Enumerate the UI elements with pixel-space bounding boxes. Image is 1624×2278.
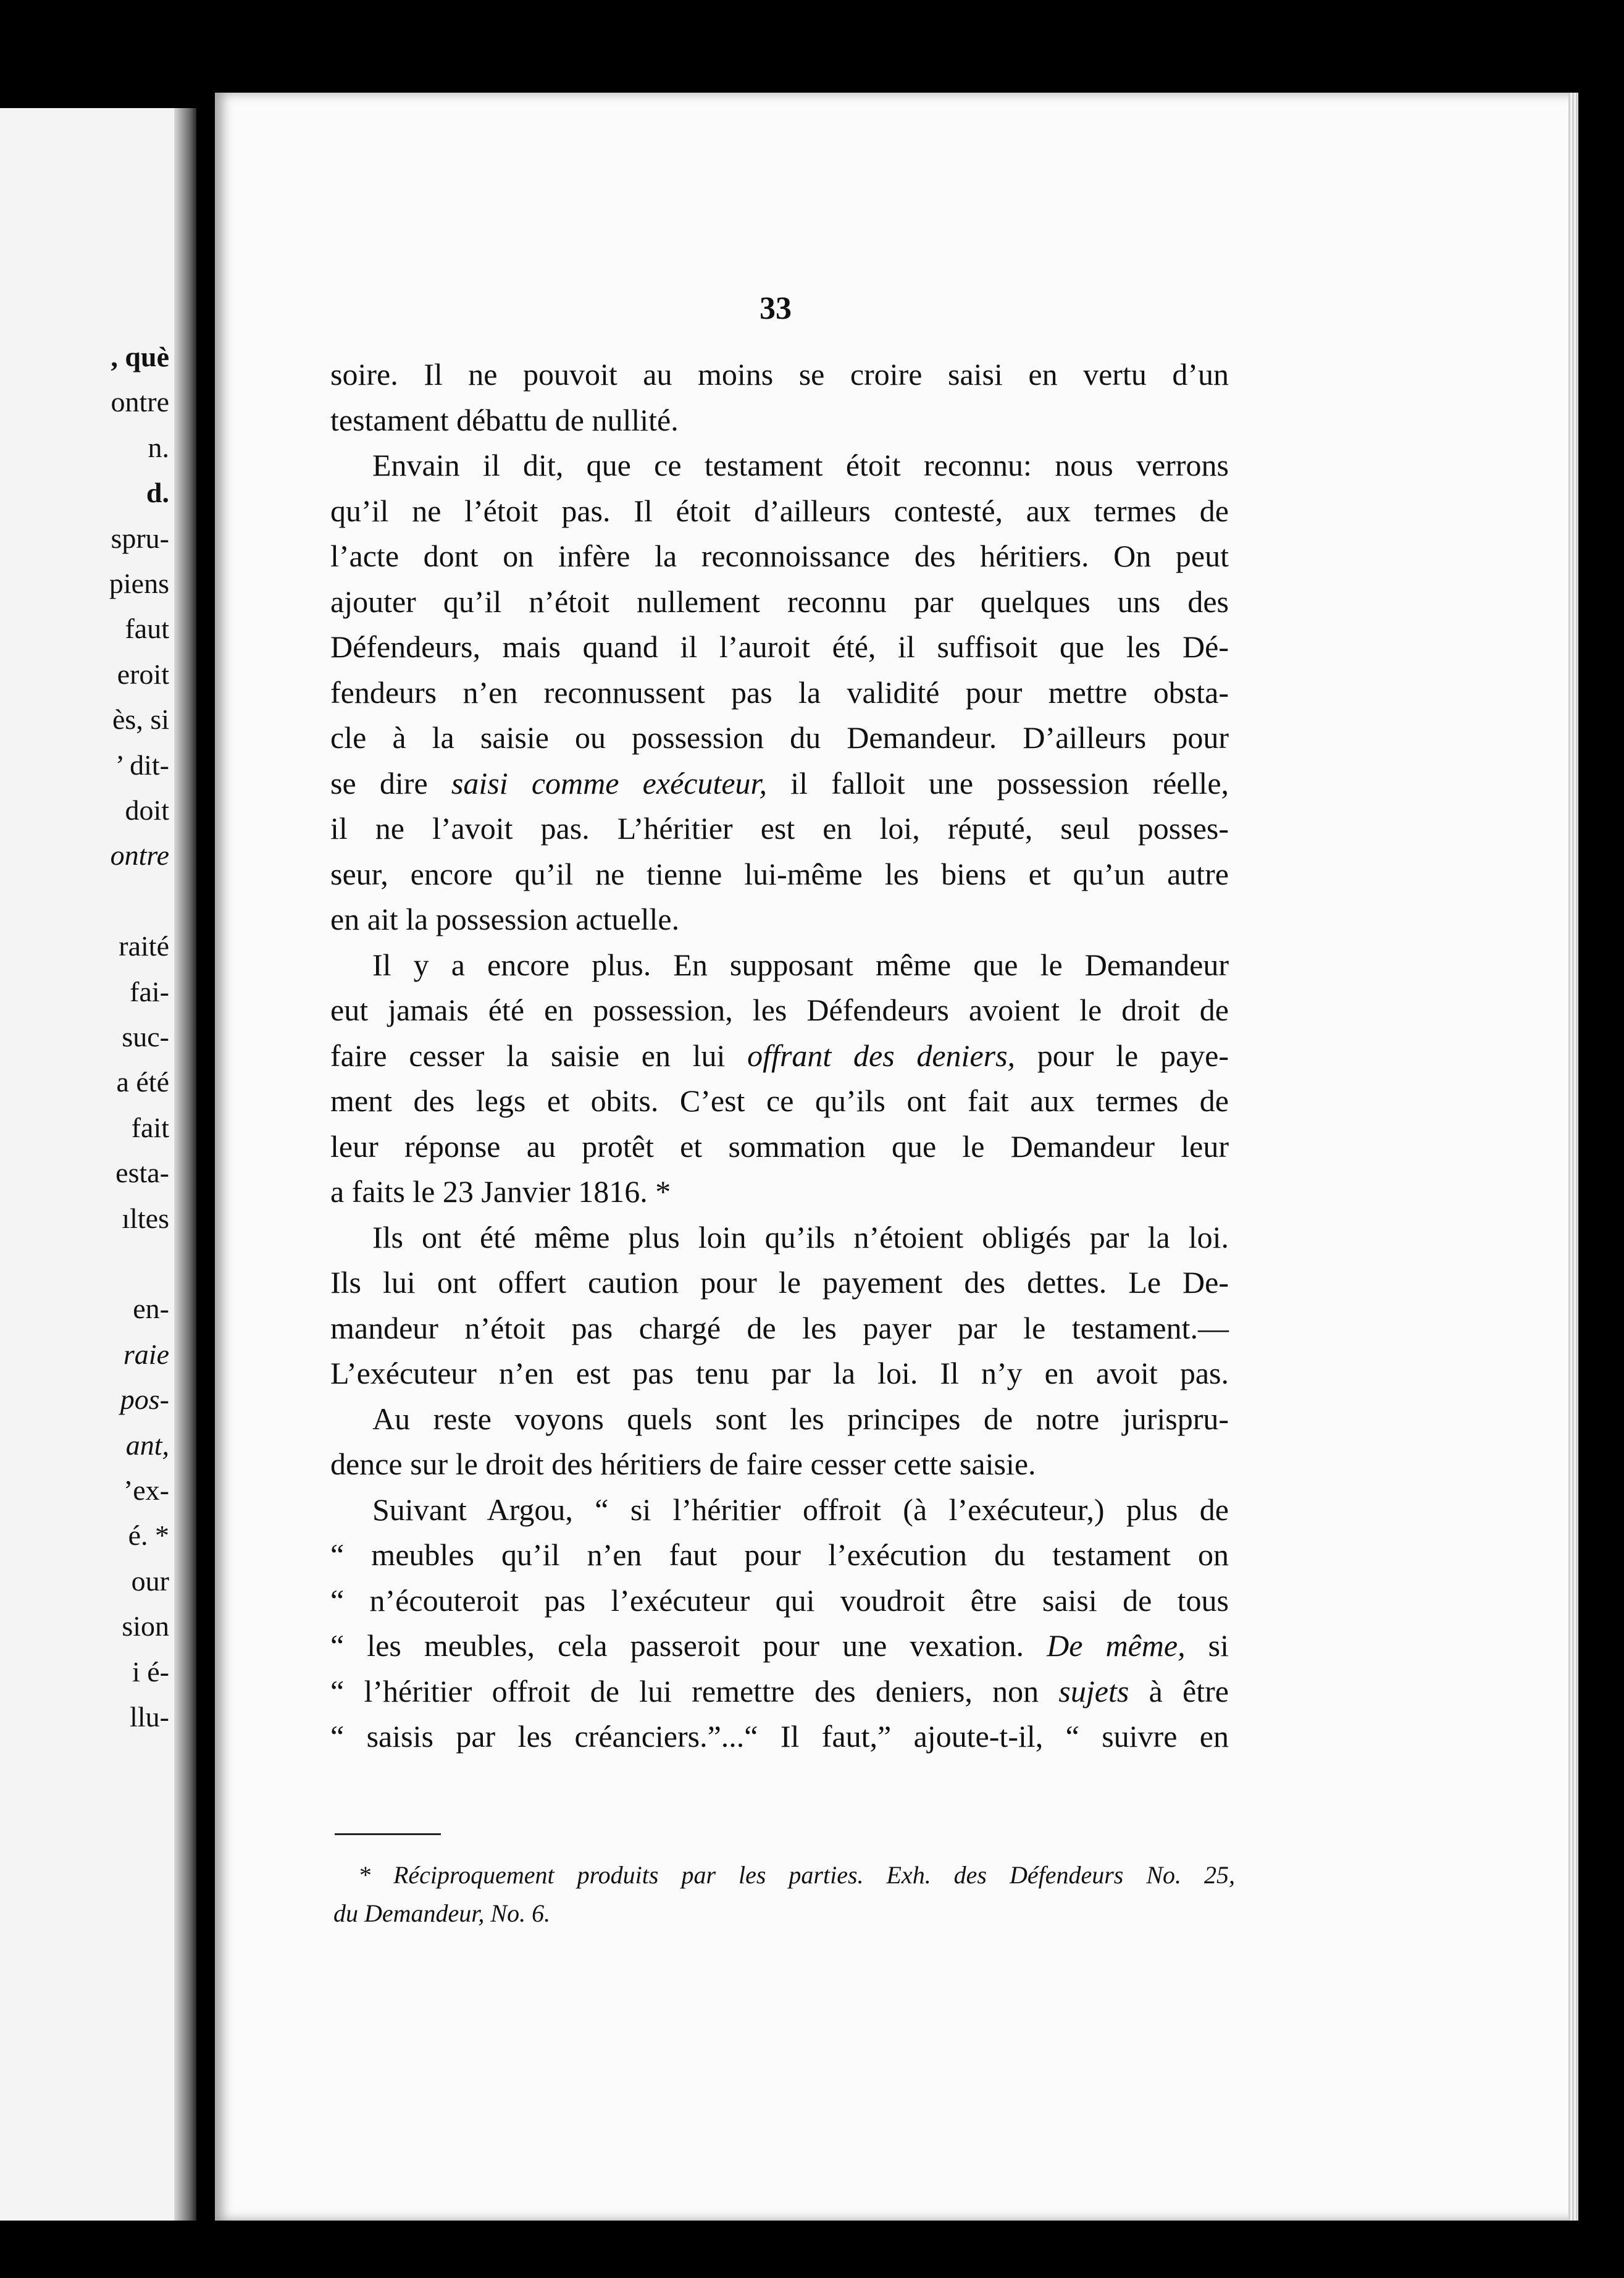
left-page-line: eroit (117, 658, 169, 690)
text-line: il ne l’avoit pas. L’héritier est en loi, réputé, seul posses- (330, 811, 1229, 846)
text-line: L’exécuteur n’en est pas tenu par la loi. Il n’y en avoit pas. (330, 1356, 1229, 1390)
left-page-line: ’ dit- (115, 749, 169, 781)
text-line: l’acte dont on infère la reconnoissance des héritiers. On peut (330, 539, 1229, 573)
text-line: eut jamais été en possession, les Défendeurs avoient le droit de (330, 993, 1229, 1027)
text-line: cle à la saisie ou possession du Demandeur. D’ailleurs pour (330, 720, 1229, 755)
text-segment: pour le paye- (1015, 1038, 1229, 1073)
left-page-line: a été (116, 1066, 169, 1098)
text-line: qu’il ne l’étoit pas. Il étoit d’ailleurs contesté, aux termes de (330, 493, 1229, 528)
text-line (330, 1669, 1229, 1715)
left-page-line: llu- (130, 1701, 169, 1733)
left-page-line: our (131, 1565, 169, 1597)
text-line (330, 761, 1229, 807)
book-gutter (174, 108, 196, 2221)
text-line: Il y a encore plus. En supposant même que le Demandeur (372, 947, 1229, 982)
left-page-line: raité (119, 930, 169, 962)
left-page-line: fait (131, 1111, 169, 1143)
text-segment: à être (1129, 1673, 1229, 1708)
text-line: ment des legs et obits. C’est ce qu’ils ont fait aux termes de (330, 1083, 1229, 1118)
italic-segment: offrant des deniers, (747, 1038, 1016, 1073)
left-page-line: ontre (111, 386, 169, 418)
text-line: testament débattu de nullité. (330, 402, 679, 437)
text-line: Ils lui ont offert caution pour le payement des dettes. Le De- (330, 1265, 1229, 1300)
italic-segment: saisi comme exécuteur, (451, 765, 767, 801)
text-line: Défendeurs, mais quand il l’auroit été, il suffisoit que les Dé- (330, 629, 1229, 664)
left-page-line: faut (125, 613, 169, 645)
text-segment: il falloit une possession réelle, (766, 765, 1229, 801)
left-page-line: esta- (115, 1157, 169, 1189)
text-line: seur, encore qu’il ne tienne lui-même les biens et qu’un autre (330, 856, 1229, 891)
text-segment: se dire (330, 765, 451, 801)
left-page-line: pos- (120, 1384, 169, 1416)
text-line (330, 1623, 1229, 1669)
text-segment: faire cesser la saisie en lui (330, 1038, 748, 1073)
text-line: fendeurs n’en reconnussent pas la validité pour mettre obsta- (330, 675, 1229, 710)
text-line: Ils ont été même plus loin qu’ils n’étoient obligés par la loi. (372, 1219, 1229, 1255)
page-number: 33 (760, 291, 792, 326)
text-segment: “ l’héritier offroit de lui remettre des deniers, non (330, 1673, 1059, 1708)
text-line: ajouter qu’il n’étoit nullement reconnu par quelques uns des (330, 584, 1229, 619)
left-page-line: spru- (111, 522, 169, 554)
footnote-rule (335, 1833, 441, 1835)
left-page-line: ıltes (122, 1202, 169, 1234)
left-page-line: é. * (128, 1519, 169, 1552)
text-segment: “ les meubles, cela passeroit pour une vexation. (330, 1628, 1047, 1663)
footnote-line: * Réciproquement produits par les parties. Exh. des Défendeurs No. 25, (358, 1861, 1235, 1889)
italic-segment: De même, (1047, 1628, 1186, 1663)
left-page-line: en- (133, 1293, 169, 1325)
text-line: mandeur n’étoit pas chargé de les payer par le testament.— (330, 1310, 1229, 1345)
left-page-line: ès, si (112, 704, 169, 736)
text-line: en ait la possession actuelle. (330, 902, 680, 936)
text-line: leur réponse au protêt et sommation que le Demandeur leur (330, 1128, 1229, 1164)
text-line: soire. Il ne pouvoit au moins se croire saisi en vertu d’un (330, 357, 1229, 392)
text-line: a faits le 23 Janvier 1816. * (330, 1174, 671, 1209)
page-edges (1568, 93, 1578, 2221)
left-page-line: ontre (110, 839, 169, 872)
text-line: Envain il dit, que ce testament étoit reconnu: nous verrons (372, 448, 1229, 482)
left-page-line: piens (109, 568, 169, 599)
footnote-line: du Demandeur, No. 6. (333, 1899, 551, 1927)
footnote (333, 1856, 1235, 1933)
left-facing-page (0, 108, 196, 2221)
left-page-line: , què (111, 341, 169, 372)
text-line: dence sur le droit des héritiers de faire cesser cette saisie. (330, 1447, 1036, 1481)
left-page-line: suc- (122, 1021, 169, 1053)
text-segment: si (1185, 1628, 1229, 1663)
text-line (330, 1033, 1229, 1079)
left-page-line: i é- (132, 1655, 169, 1687)
left-page-line: ’ex- (123, 1474, 169, 1506)
body-text (330, 352, 1229, 1760)
text-line: “ meubles qu’il n’en faut pour l’exécution du testament on (330, 1537, 1229, 1572)
left-page-line: d. (146, 477, 169, 509)
left-page-line: doit (125, 794, 169, 826)
left-page-line: ant, (125, 1429, 169, 1461)
left-page-line: n. (148, 431, 169, 463)
text-line: “ n’écouteroit pas l’exécuteur qui voudroit être saisi de tous (330, 1582, 1229, 1618)
text-line: “ saisis par les créanciers.”...“ Il faut,” ajoute-t-il, “ suivre en (330, 1719, 1229, 1754)
text-line: Suivant Argou, “ si l’héritier offroit (à l’exécuteur,) plus de (372, 1492, 1229, 1527)
left-page-line: raie (123, 1338, 169, 1370)
italic-segment: sujets (1058, 1673, 1129, 1708)
text-line: Au reste voyons quels sont les principes de notre jurispru- (372, 1401, 1229, 1436)
left-page-line: sion (122, 1610, 169, 1642)
left-page-line: fai- (130, 975, 169, 1007)
